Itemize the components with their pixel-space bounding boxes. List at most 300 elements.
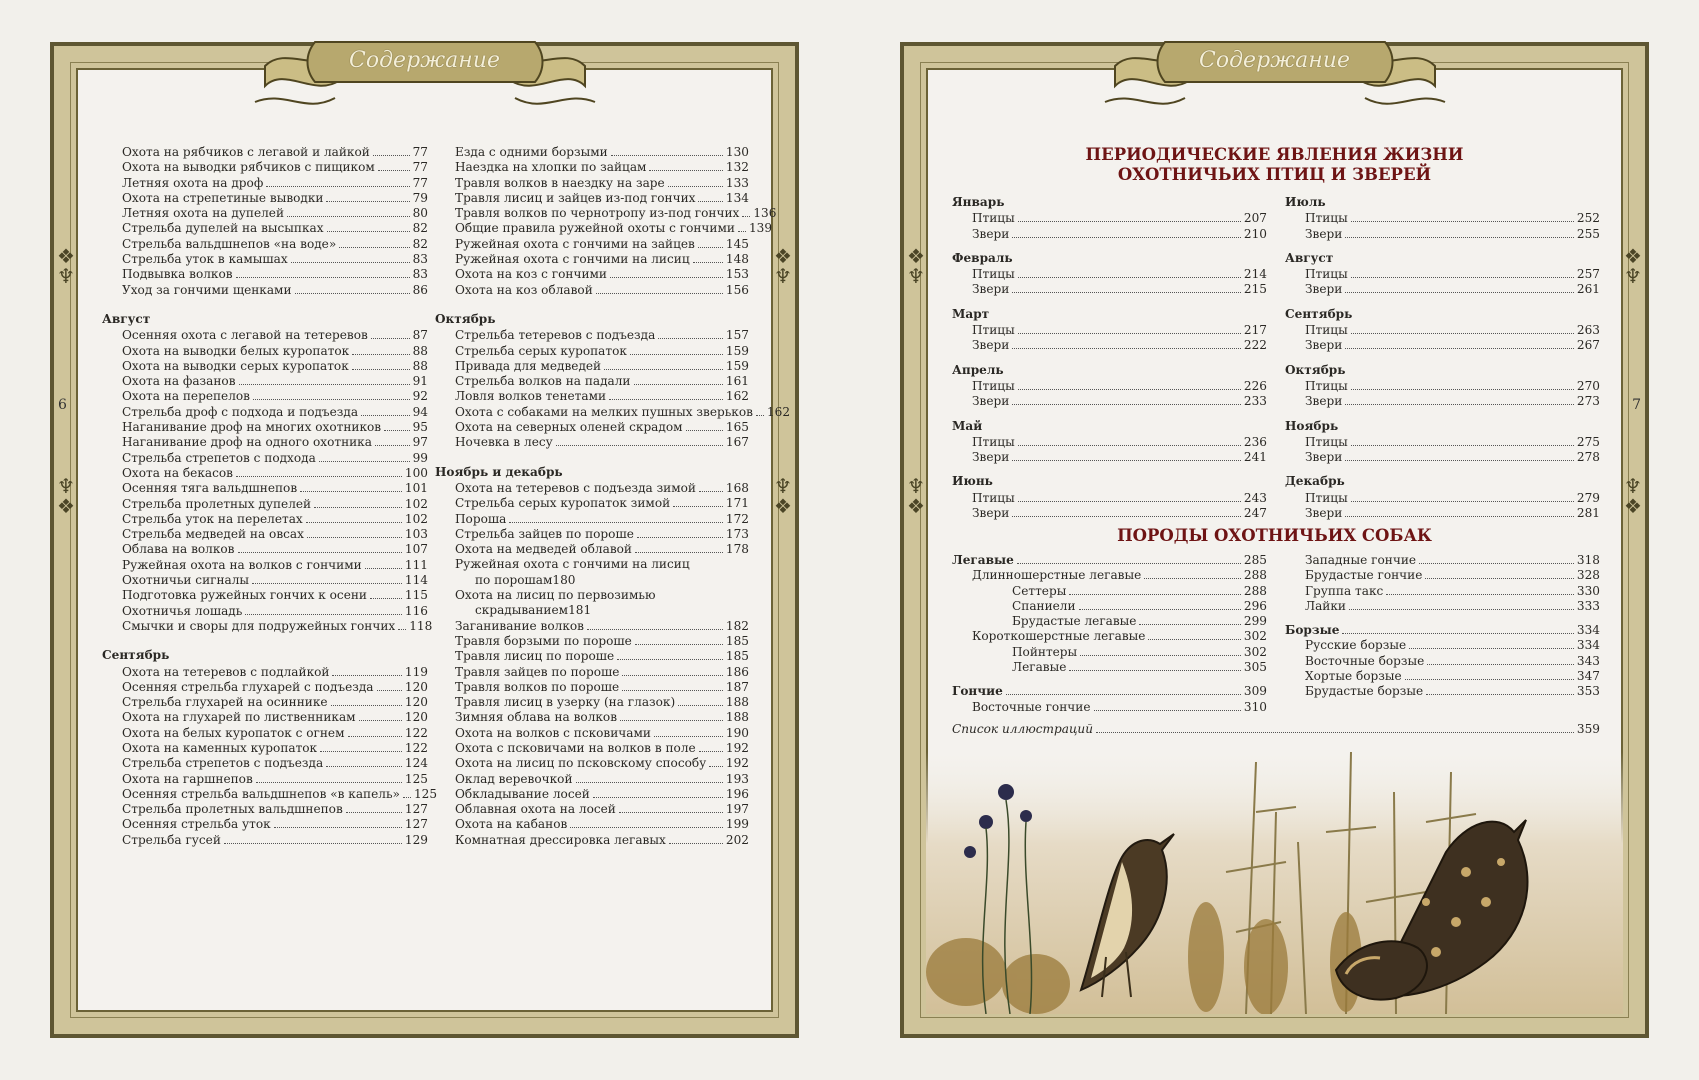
toc-item[interactable]	[952, 338, 1267, 353]
toc-item[interactable]	[102, 160, 428, 175]
toc-leader	[1351, 501, 1574, 502]
toc-item-page: 215	[1243, 282, 1267, 297]
toc-item[interactable]	[102, 527, 428, 542]
toc-item[interactable]	[1285, 379, 1600, 394]
toc-leader	[1069, 670, 1241, 671]
toc-item[interactable]	[1285, 394, 1600, 409]
toc-leader	[1018, 221, 1241, 222]
toc-item[interactable]	[435, 787, 749, 802]
toc-leader	[1405, 679, 1574, 680]
toc-leader	[361, 415, 410, 416]
toc-item[interactable]	[1285, 491, 1600, 506]
toc-item[interactable]	[435, 283, 749, 298]
toc-item-page: 101	[404, 481, 428, 496]
toc-item-page: 302	[1243, 629, 1267, 644]
toc-item[interactable]	[102, 191, 428, 206]
toc-item[interactable]	[435, 389, 749, 404]
toc-item[interactable]	[1285, 211, 1600, 226]
toc-item[interactable]	[102, 145, 428, 160]
toc-item-title: Уход за гончими щенками	[122, 282, 292, 297]
left-frame-ornament-lower-icon: ♆ ❖	[907, 474, 925, 518]
toc-item[interactable]	[1285, 654, 1600, 669]
toc-item-page: 270	[1576, 378, 1600, 393]
toc-item-page: 296	[1243, 598, 1267, 613]
toc-leader	[403, 797, 411, 798]
toc-leader	[287, 216, 410, 217]
toc-item[interactable]	[952, 506, 1267, 521]
toc-item-page: 83	[412, 267, 428, 282]
toc-item[interactable]	[435, 404, 791, 420]
toc-leader	[1386, 594, 1574, 595]
toc-item-title: Звери	[972, 226, 1010, 241]
toc-item[interactable]	[435, 833, 749, 848]
toc-item[interactable]	[435, 221, 773, 236]
toc-item-page: 120	[404, 695, 428, 710]
toc-item-title: Стрельба пролетных вальдшнепов	[122, 802, 343, 817]
toc-item-page: 207	[1243, 211, 1267, 226]
toc-leader	[295, 293, 410, 294]
toc-item-title: Ловля волков тенетами	[455, 389, 607, 404]
toc-item[interactable]	[435, 359, 749, 374]
toc-item-page: 77	[412, 175, 428, 190]
toc-item[interactable]	[102, 604, 428, 619]
toc-item[interactable]	[102, 328, 428, 343]
toc-item[interactable]	[435, 557, 749, 588]
toc-item-title: Охота на гаршнепов	[122, 771, 253, 786]
toc-item[interactable]	[952, 323, 1267, 338]
toc-item[interactable]	[435, 237, 749, 252]
toc-item[interactable]	[952, 491, 1267, 506]
toc-item[interactable]	[1285, 506, 1600, 521]
toc-item[interactable]	[102, 665, 428, 680]
toc-item-page: 157	[725, 328, 749, 343]
toc-item[interactable]	[952, 660, 1267, 675]
toc-leader	[556, 445, 723, 446]
toc-leader	[320, 751, 402, 752]
toc-item[interactable]	[435, 817, 749, 832]
toc-item-title: Зимняя облава на волков	[455, 710, 618, 725]
toc-leader	[604, 369, 723, 370]
toc-item-page: 162	[766, 404, 791, 419]
toc-item[interactable]	[102, 695, 428, 710]
toc-item-page: 199	[725, 817, 749, 832]
toc-item[interactable]	[102, 573, 428, 588]
toc-item[interactable]	[102, 741, 428, 756]
toc-item-page: 91	[412, 374, 428, 389]
toc-item-page: 210	[1243, 226, 1267, 241]
toc-item-title: Заганивание волков	[455, 618, 584, 633]
toc-leader	[742, 216, 750, 217]
toc-item-title: Стрельба медведей на овсах	[122, 527, 304, 542]
toc-leader	[239, 384, 410, 385]
toc-leader	[359, 720, 402, 721]
toc-item-page: 161	[725, 374, 749, 389]
toc-item[interactable]	[1285, 282, 1600, 297]
toc-leader	[346, 812, 402, 813]
toc-item-title: Стрельба уток на перелетах	[122, 511, 303, 526]
toc-leader	[1080, 655, 1241, 656]
toc-item-page: 334	[1576, 638, 1600, 653]
toc-item[interactable]	[435, 435, 749, 450]
toc-item-page: 86	[412, 282, 428, 297]
toc-leader	[1345, 460, 1574, 461]
toc-month-heading: Сентябрь	[1285, 306, 1353, 321]
toc-leader	[620, 720, 723, 721]
toc-month-heading: Декабрь	[1285, 474, 1345, 489]
toc-item[interactable]	[952, 722, 1600, 737]
toc-group-october	[435, 328, 791, 450]
toc-item-title: Стрельба уток в камышах	[122, 252, 288, 267]
toc-leader	[1018, 389, 1241, 390]
toc-item[interactable]	[1285, 669, 1600, 684]
section-heading-breeds: ПОРОДЫ ОХОТНИЧЬИХ СОБАК	[1117, 526, 1432, 545]
toc-item[interactable]	[435, 756, 749, 771]
toc-leader	[658, 338, 723, 339]
toc-item[interactable]	[435, 542, 749, 557]
toc-item[interactable]	[952, 267, 1267, 282]
toc-item-page: 181	[568, 603, 592, 618]
toc-item[interactable]	[1285, 338, 1600, 353]
toc-item-title: Список иллюстраций	[952, 722, 1093, 736]
toc-item-title: Хортые борзые	[1305, 669, 1402, 684]
toc-item[interactable]	[102, 283, 428, 298]
toc-item-page: 233	[1243, 394, 1267, 409]
toc-item-page: 120	[404, 710, 428, 725]
toc-item-title: Стрельба дупелей на высыпках	[122, 221, 324, 236]
toc-item[interactable]	[102, 710, 428, 725]
toc-item[interactable]	[435, 481, 749, 496]
toc-item[interactable]	[102, 542, 428, 557]
toc-item[interactable]	[102, 772, 428, 787]
toc-item[interactable]	[102, 618, 433, 634]
toc-leader	[576, 782, 723, 783]
toc-item[interactable]	[102, 420, 428, 435]
toc-item[interactable]	[952, 599, 1267, 614]
toc-item-page: 88	[412, 343, 428, 358]
toc-item-title: Осенняя тяга вальдшнепов	[122, 481, 298, 496]
toc-item-title: Охота на выводки белых куропаток	[122, 343, 350, 358]
toc-item[interactable]	[952, 379, 1267, 394]
toc-item-page: 359	[1576, 722, 1600, 736]
toc-item-page: 120	[404, 679, 428, 694]
toc-item-title: Охота на бекасов	[122, 465, 233, 480]
toc-item[interactable]	[435, 802, 749, 817]
toc-item-title: Стрельба волков на падали	[455, 374, 631, 389]
toc-item-title: Летняя охота на дроф	[122, 175, 264, 190]
toc-item[interactable]	[435, 588, 749, 619]
toc-item-title: Летняя охота на дупелей	[122, 206, 285, 221]
toc-item[interactable]	[102, 833, 428, 848]
toc-item-title: Ружейная охота с гончими на зайцев	[455, 236, 695, 251]
toc-leader	[339, 247, 409, 248]
toc-item[interactable]	[1285, 553, 1600, 568]
toc-leader	[678, 705, 723, 706]
toc-item[interactable]	[435, 420, 749, 435]
toc-item[interactable]	[102, 466, 428, 481]
toc-item[interactable]	[435, 206, 777, 221]
toc-item[interactable]	[102, 237, 428, 252]
toc-leader	[611, 155, 723, 156]
toc-leader	[245, 614, 402, 615]
toc-item[interactable]	[102, 176, 428, 191]
toc-item[interactable]	[952, 435, 1267, 450]
toc-item-page: 139	[748, 221, 773, 236]
toc-item-title: Стрельба вальдшнепов «на воде»	[122, 236, 337, 251]
toc-item-title: Птицы	[972, 434, 1015, 449]
toc-item[interactable]	[952, 568, 1267, 583]
toc-item-title: Подвывка волков	[122, 267, 233, 282]
toc-item[interactable]	[435, 145, 749, 160]
toc-group-borzoi	[1285, 638, 1600, 699]
toc-item-title: Звери	[1305, 506, 1343, 521]
toc-column-left-1	[102, 145, 438, 848]
toc-item[interactable]	[435, 374, 749, 389]
left-frame-ornament-lower-icon: ♆ ❖	[57, 474, 75, 518]
toc-item-title-cont: по порошам	[475, 572, 553, 587]
toc-item-title: Западные гончие	[1305, 553, 1417, 567]
toc-item[interactable]	[102, 588, 428, 603]
toc-item[interactable]	[435, 741, 749, 756]
toc-item[interactable]	[435, 710, 749, 725]
toc-item[interactable]	[435, 160, 749, 175]
toc-item-page: 125	[413, 786, 438, 801]
toc-item[interactable]	[102, 221, 428, 236]
toc-item[interactable]	[952, 211, 1267, 226]
toc-item-page: 188	[725, 710, 749, 725]
toc-item[interactable]	[102, 497, 428, 512]
toc-item[interactable]	[102, 512, 428, 527]
toc-item-title: Птицы	[1305, 490, 1348, 505]
toc-leader	[326, 766, 402, 767]
toc-item-page: 102	[404, 496, 428, 511]
toc-item[interactable]	[1285, 323, 1600, 338]
toc-item[interactable]	[102, 344, 428, 359]
toc-item-title: Травля лисиц по пороше	[455, 649, 615, 664]
toc-item[interactable]	[1285, 638, 1600, 653]
toc-leader	[1012, 292, 1241, 293]
toc-item-page: 318	[1576, 553, 1600, 567]
toc-item-title: Охота на волков с псковичами	[455, 725, 651, 740]
toc-leader	[1006, 694, 1241, 695]
toc-item-title: Борзые	[1285, 623, 1340, 638]
toc-item[interactable]	[1285, 623, 1600, 638]
toc-item-title: Птицы	[972, 323, 1015, 338]
toc-leader	[236, 277, 410, 278]
toc-item-title: Осенняя охота с легавой на тетеревов	[122, 328, 368, 343]
toc-item-page: 148	[725, 252, 749, 267]
toc-month-heading: Май	[952, 418, 983, 433]
toc-leader	[634, 384, 723, 385]
toc-item-page: 136	[753, 206, 777, 221]
toc-item[interactable]	[952, 394, 1267, 409]
toc-item[interactable]	[952, 450, 1267, 465]
toc-item-page: 299	[1243, 614, 1267, 629]
toc-leader	[1148, 639, 1240, 640]
toc-item[interactable]	[102, 786, 438, 802]
toc-item[interactable]	[435, 665, 749, 680]
toc-item-page: 328	[1576, 568, 1600, 583]
toc-item[interactable]	[1285, 435, 1600, 450]
left-frame-ornament-upper-icon: ❖ ♆	[907, 244, 925, 288]
toc-item-page: 118	[409, 618, 433, 633]
toc-item[interactable]	[102, 435, 428, 450]
toc-item-title: Подготовка ружейных гончих к осени	[122, 588, 367, 603]
toc-item-page: 124	[404, 756, 428, 771]
toc-item-page: 165	[725, 420, 749, 435]
toc-item-title: Травля зайцев по пороше	[455, 664, 620, 679]
toc-item[interactable]	[435, 252, 749, 267]
toc-item-page: 172	[725, 511, 749, 526]
toc-item-title: Птицы	[972, 378, 1015, 393]
toc-item-page: 156	[725, 282, 749, 297]
toc-group-nov-dec	[435, 481, 749, 557]
toc-leader	[686, 430, 723, 431]
toc-leader	[314, 507, 402, 508]
toc-item-title: Езда с одними борзыми	[455, 145, 608, 159]
toc-item-page: 217	[1243, 323, 1267, 338]
toc-item-page: 347	[1576, 669, 1600, 684]
toc-item-page: 119	[404, 664, 428, 679]
toc-leader	[1419, 563, 1574, 564]
toc-item[interactable]	[102, 817, 428, 832]
toc-item-page: 145	[725, 236, 749, 251]
toc-leader	[756, 415, 764, 416]
toc-item-page: 257	[1576, 267, 1600, 282]
toc-item-page: 92	[412, 389, 428, 404]
toc-item[interactable]	[952, 684, 1267, 699]
toc-item-page: 261	[1576, 282, 1600, 297]
toc-item-title: Травля борзыми по пороше	[455, 633, 632, 648]
toc-leader	[669, 843, 723, 844]
toc-item-page: 197	[725, 802, 749, 817]
toc-item-page: 82	[412, 236, 428, 251]
toc-item[interactable]	[435, 527, 749, 542]
toc-item[interactable]	[435, 772, 749, 787]
toc-item[interactable]	[1285, 599, 1600, 614]
toc-item-page: 188	[725, 695, 749, 710]
toc-item-page: 125	[404, 771, 428, 786]
toc-item[interactable]	[102, 680, 428, 695]
toc-item-page: 94	[412, 404, 428, 419]
toc-leader	[699, 491, 723, 492]
toc-item[interactable]	[952, 227, 1267, 242]
toc-item[interactable]	[952, 629, 1267, 644]
toc-item[interactable]	[435, 328, 749, 343]
toc-leader	[256, 782, 402, 783]
toc-item[interactable]	[102, 726, 428, 741]
toc-item[interactable]	[952, 700, 1267, 715]
toc-item[interactable]	[102, 252, 428, 267]
toc-item[interactable]	[952, 553, 1267, 568]
toc-item[interactable]	[1285, 584, 1600, 599]
toc-item[interactable]	[102, 206, 428, 221]
toc-item[interactable]	[1285, 450, 1600, 465]
toc-item[interactable]	[435, 191, 749, 206]
toc-leader	[1351, 333, 1574, 334]
toc-item-title: Охота на каменных куропаток	[122, 740, 318, 755]
toc-item-page: 334	[1576, 623, 1600, 638]
toc-item-page: 185	[725, 649, 749, 664]
page-number-left: 6	[58, 397, 67, 413]
toc-item-title: Стрельба тетеревов с подъезда	[455, 328, 656, 343]
toc-item-title: Спаниели	[1012, 598, 1076, 613]
toc-item-title: Охота на тетеревов с подлайкой	[122, 664, 330, 679]
toc-leader	[370, 598, 402, 599]
toc-item-title: Стрельба зайцев по пороше	[455, 526, 634, 541]
toc-item[interactable]	[1285, 684, 1600, 699]
toc-item[interactable]	[952, 645, 1267, 660]
toc-item[interactable]	[952, 282, 1267, 297]
toc-item-title: Русские борзые	[1305, 638, 1407, 653]
toc-item[interactable]	[102, 756, 428, 771]
toc-leader	[509, 522, 723, 523]
toc-item-title: Гончие	[952, 684, 1003, 699]
toc-item[interactable]	[435, 680, 749, 695]
toc-item[interactable]	[435, 267, 749, 282]
toc-item-title: Пороша	[455, 511, 507, 526]
toc-item[interactable]	[102, 374, 428, 389]
toc-group-nov-dec-2	[435, 619, 749, 848]
toc-item-page: 83	[412, 252, 428, 267]
toc-leader	[1345, 404, 1574, 405]
toc-item-page: 153	[725, 267, 749, 282]
toc-item[interactable]	[1285, 227, 1600, 242]
toc-leader	[1018, 333, 1241, 334]
toc-item-page: 310	[1243, 699, 1267, 714]
toc-item-page: 309	[1243, 684, 1267, 699]
toc-item[interactable]	[102, 359, 428, 374]
toc-item[interactable]	[952, 584, 1267, 599]
toc-item[interactable]	[1285, 267, 1600, 282]
toc-item[interactable]	[102, 558, 428, 573]
toc-leader	[1012, 460, 1241, 461]
toc-item-title: Охота с псковичами на волков в поле	[455, 740, 696, 755]
toc-item[interactable]	[1285, 568, 1600, 583]
toc-item-title: Охота на северных оленей скрадом	[455, 420, 683, 435]
toc-item[interactable]	[102, 481, 428, 496]
toc-item[interactable]	[435, 634, 749, 649]
toc-item-title: Охота на лисиц по первозимью	[455, 588, 656, 603]
toc-item-title: Восточные борзые	[1305, 653, 1425, 668]
toc-item[interactable]	[435, 695, 749, 710]
toc-group-september	[102, 664, 438, 849]
toc-item[interactable]	[435, 619, 749, 634]
toc-item[interactable]	[435, 344, 749, 359]
toc-item[interactable]	[102, 451, 428, 466]
toc-item[interactable]	[435, 176, 749, 191]
toc-item[interactable]	[102, 267, 428, 282]
toc-item[interactable]	[435, 512, 749, 527]
toc-item[interactable]	[952, 614, 1267, 629]
toc-item[interactable]	[435, 496, 749, 511]
toc-item[interactable]	[435, 649, 749, 664]
heading-line-2: ОХОТНИЧЬИХ ПТИЦ И ЗВЕРЕЙ	[1117, 165, 1432, 184]
toc-leader	[709, 766, 723, 767]
toc-item[interactable]	[102, 405, 428, 420]
toc-item[interactable]	[102, 389, 428, 404]
toc-leader	[371, 338, 410, 339]
toc-item-title: Звери	[1305, 338, 1343, 353]
toc-leader	[252, 583, 402, 584]
toc-month-heading: Январь	[952, 195, 1005, 209]
toc-item[interactable]	[435, 726, 749, 741]
toc-item[interactable]	[102, 802, 428, 817]
toc-item-title: Охота на белых куропаток с огнем	[122, 725, 345, 740]
toc-item-page: 80	[412, 206, 428, 221]
toc-leader	[238, 552, 402, 553]
toc-leader	[668, 186, 723, 187]
toc-illustrations-line	[952, 722, 1600, 737]
